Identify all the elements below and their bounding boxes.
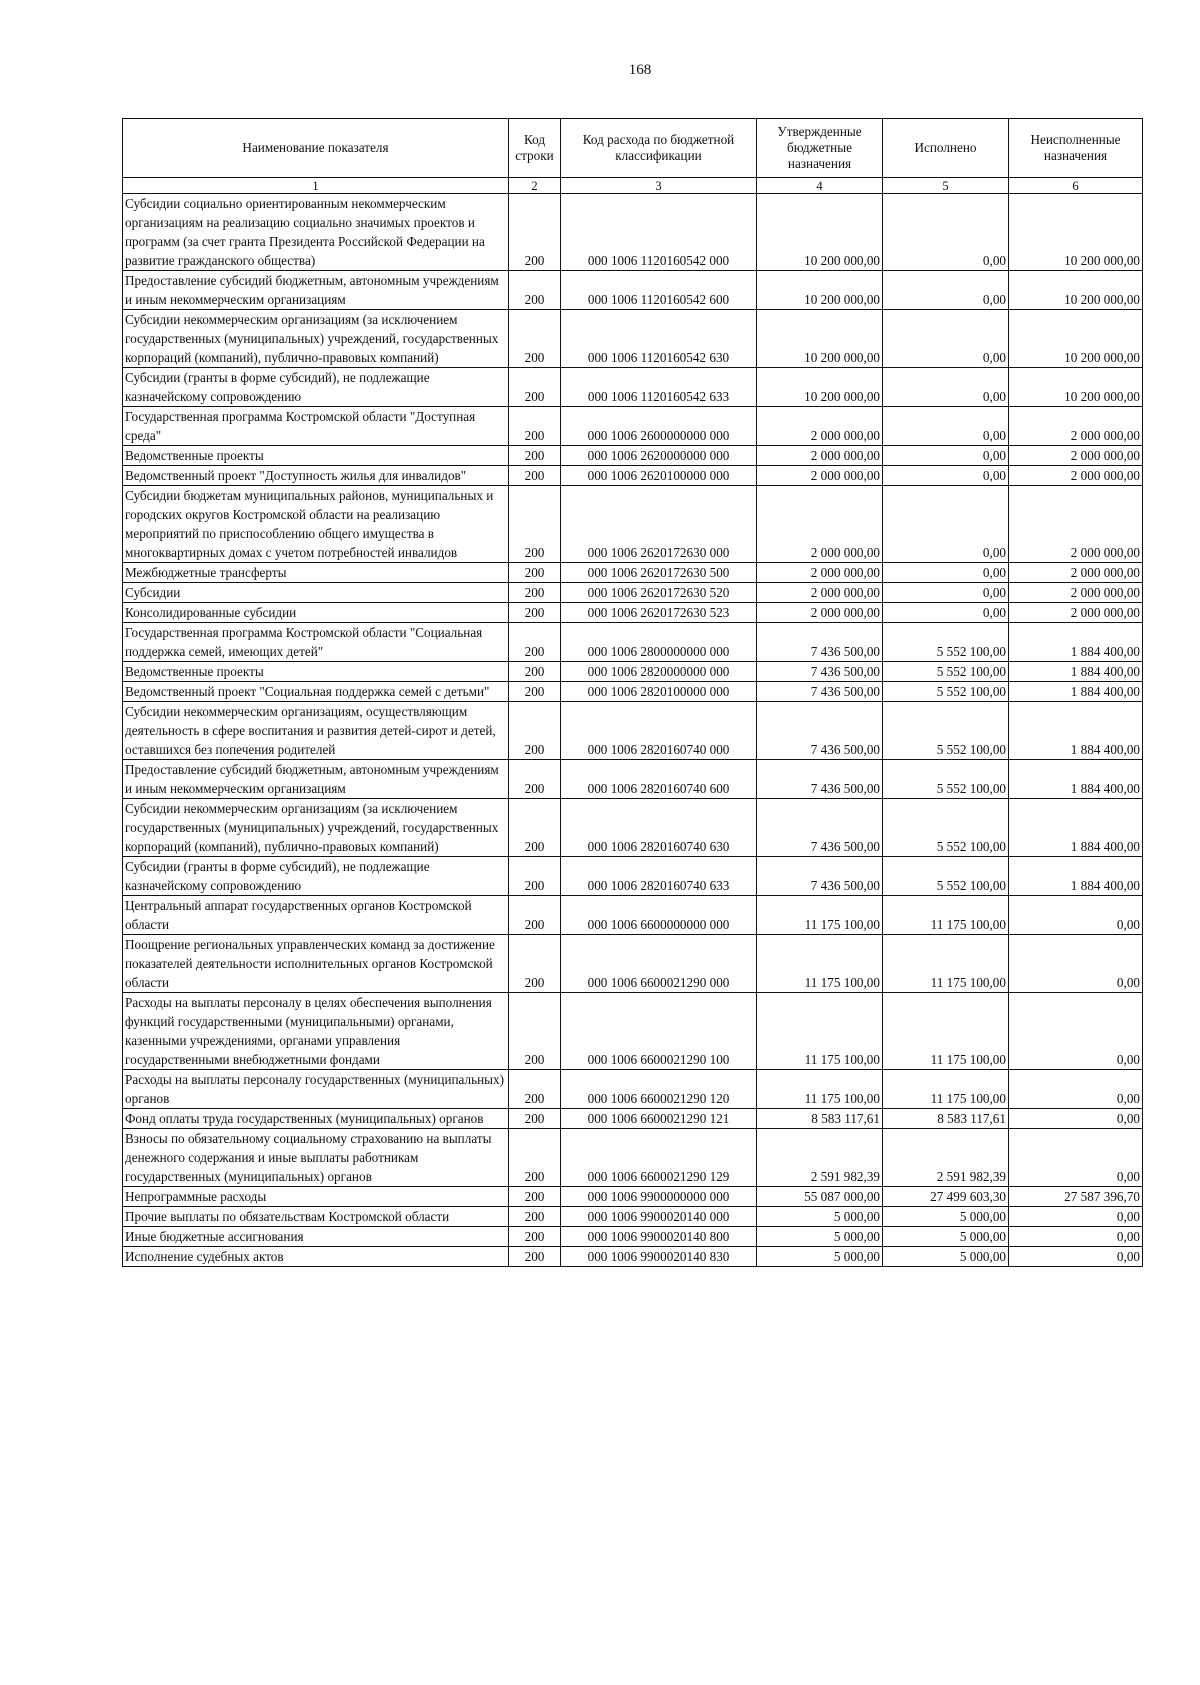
row-line-code-cell: 200 xyxy=(509,935,561,993)
row-approved-cell: 2 000 000,00 xyxy=(757,603,883,623)
row-unexecuted-cell: 2 000 000,00 xyxy=(1009,486,1143,563)
row-approved-cell: 8 583 117,61 xyxy=(757,1109,883,1129)
table-row xyxy=(123,368,1143,407)
row-line-code-cell: 200 xyxy=(509,1070,561,1109)
row-executed-cell: 11 175 100,00 xyxy=(883,896,1009,935)
column-number: 3 xyxy=(561,178,757,194)
row-budget-code-cell: 000 1006 1120160542 600 xyxy=(561,271,757,310)
row-name-cell: Расходы на выплаты персоналу государственных (муниципальных) органов xyxy=(123,1070,509,1109)
row-approved-cell: 7 436 500,00 xyxy=(757,702,883,760)
row-approved-cell: 10 200 000,00 xyxy=(757,194,883,271)
row-approved-cell: 10 200 000,00 xyxy=(757,310,883,368)
row-approved-cell: 5 000,00 xyxy=(757,1247,883,1267)
row-unexecuted-cell: 0,00 xyxy=(1009,1207,1143,1227)
row-executed-cell: 0,00 xyxy=(883,368,1009,407)
row-executed-cell: 5 552 100,00 xyxy=(883,623,1009,662)
row-unexecuted-cell: 1 884 400,00 xyxy=(1009,857,1143,896)
column-header-name: Наименование показателя xyxy=(123,119,509,178)
table-row xyxy=(123,563,1143,583)
row-budget-code-cell: 000 1006 2620000000 000 xyxy=(561,446,757,466)
row-unexecuted-cell: 0,00 xyxy=(1009,1129,1143,1187)
row-budget-code-cell: 000 1006 6600000000 000 xyxy=(561,896,757,935)
row-unexecuted-cell: 10 200 000,00 xyxy=(1009,194,1143,271)
row-line-code-cell: 200 xyxy=(509,896,561,935)
row-line-code-cell: 200 xyxy=(509,662,561,682)
row-unexecuted-cell: 0,00 xyxy=(1009,1227,1143,1247)
table-row xyxy=(123,682,1143,702)
row-executed-cell: 0,00 xyxy=(883,563,1009,583)
row-executed-cell: 0,00 xyxy=(883,407,1009,446)
row-unexecuted-cell: 0,00 xyxy=(1009,1070,1143,1109)
row-approved-cell: 2 591 982,39 xyxy=(757,1129,883,1187)
row-line-code-cell: 200 xyxy=(509,194,561,271)
row-approved-cell: 11 175 100,00 xyxy=(757,935,883,993)
row-unexecuted-cell: 1 884 400,00 xyxy=(1009,760,1143,799)
row-executed-cell: 8 583 117,61 xyxy=(883,1109,1009,1129)
row-budget-code-cell: 000 1006 6600021290 100 xyxy=(561,993,757,1070)
table-header-row xyxy=(123,119,1143,178)
row-approved-cell: 11 175 100,00 xyxy=(757,896,883,935)
column-number: 1 xyxy=(123,178,509,194)
row-approved-cell: 7 436 500,00 xyxy=(757,623,883,662)
row-name-cell: Расходы на выплаты персоналу в целях обеспечения выполнения функций государственными (муниципальными) органами, казенными учреждениями, органами управления государственными внебюджетными фондами xyxy=(123,993,509,1070)
column-header-line-code: Код строки xyxy=(509,119,561,178)
row-budget-code-cell: 000 1006 2820160740 633 xyxy=(561,857,757,896)
row-line-code-cell: 200 xyxy=(509,1109,561,1129)
page-number: 168 xyxy=(628,62,652,78)
row-line-code-cell: 200 xyxy=(509,446,561,466)
row-budget-code-cell: 000 1006 2820000000 000 xyxy=(561,662,757,682)
table-row xyxy=(123,662,1143,682)
table-row xyxy=(123,310,1143,368)
row-budget-code-cell: 000 1006 2800000000 000 xyxy=(561,623,757,662)
row-budget-code-cell: 000 1006 2620172630 520 xyxy=(561,583,757,603)
row-budget-code-cell: 000 1006 6600021290 000 xyxy=(561,935,757,993)
row-budget-code-cell: 000 1006 2620172630 000 xyxy=(561,486,757,563)
row-line-code-cell: 200 xyxy=(509,993,561,1070)
row-unexecuted-cell: 0,00 xyxy=(1009,993,1143,1070)
table-row xyxy=(123,799,1143,857)
row-unexecuted-cell: 10 200 000,00 xyxy=(1009,271,1143,310)
row-unexecuted-cell: 0,00 xyxy=(1009,896,1143,935)
row-line-code-cell: 200 xyxy=(509,466,561,486)
row-budget-code-cell: 000 1006 1120160542 633 xyxy=(561,368,757,407)
row-approved-cell: 10 200 000,00 xyxy=(757,368,883,407)
row-unexecuted-cell: 0,00 xyxy=(1009,1109,1143,1129)
row-name-cell: Субсидии некоммерческим организациям (за исключением государственных (муниципальных) учреждений, государственных корпораций (компаний), публично-правовых компаний) xyxy=(123,310,509,368)
row-approved-cell: 2 000 000,00 xyxy=(757,466,883,486)
table-row xyxy=(123,760,1143,799)
row-name-cell: Ведомственный проект "Социальная поддержка семей с детьми" xyxy=(123,682,509,702)
row-approved-cell: 7 436 500,00 xyxy=(757,662,883,682)
row-line-code-cell: 200 xyxy=(509,271,561,310)
row-name-cell: Центральный аппарат государственных органов Костромской области xyxy=(123,896,509,935)
row-approved-cell: 2 000 000,00 xyxy=(757,407,883,446)
row-name-cell: Государственная программа Костромской области "Социальная поддержка семей, имеющих детей" xyxy=(123,623,509,662)
table-row xyxy=(123,1070,1143,1109)
row-executed-cell: 0,00 xyxy=(883,486,1009,563)
row-unexecuted-cell: 2 000 000,00 xyxy=(1009,466,1143,486)
row-executed-cell: 5 000,00 xyxy=(883,1227,1009,1247)
row-approved-cell: 2 000 000,00 xyxy=(757,583,883,603)
row-name-cell: Субсидии (гранты в форме субсидий), не подлежащие казначейскому сопровождению xyxy=(123,857,509,896)
row-unexecuted-cell: 2 000 000,00 xyxy=(1009,603,1143,623)
row-unexecuted-cell: 10 200 000,00 xyxy=(1009,368,1143,407)
row-unexecuted-cell: 1 884 400,00 xyxy=(1009,682,1143,702)
column-number: 5 xyxy=(883,178,1009,194)
row-line-code-cell: 200 xyxy=(509,702,561,760)
row-name-cell: Фонд оплаты труда государственных (муниципальных) органов xyxy=(123,1109,509,1129)
table-row xyxy=(123,466,1143,486)
row-name-cell: Субсидии некоммерческим организациям, осуществляющим деятельность в сфере воспитания и развития детей-сирот и детей, оставшихся без попечения родителей xyxy=(123,702,509,760)
row-name-cell: Иные бюджетные ассигнования xyxy=(123,1227,509,1247)
row-line-code-cell: 200 xyxy=(509,1247,561,1267)
row-line-code-cell: 200 xyxy=(509,407,561,446)
column-number-row xyxy=(123,178,1143,194)
row-executed-cell: 0,00 xyxy=(883,603,1009,623)
row-budget-code-cell: 000 1006 6600021290 129 xyxy=(561,1129,757,1187)
row-executed-cell: 11 175 100,00 xyxy=(883,1070,1009,1109)
row-name-cell: Субсидии xyxy=(123,583,509,603)
row-budget-code-cell: 000 1006 6600021290 120 xyxy=(561,1070,757,1109)
row-unexecuted-cell: 2 000 000,00 xyxy=(1009,407,1143,446)
row-name-cell: Ведомственные проекты xyxy=(123,662,509,682)
row-executed-cell: 5 552 100,00 xyxy=(883,682,1009,702)
row-line-code-cell: 200 xyxy=(509,486,561,563)
row-unexecuted-cell: 1 884 400,00 xyxy=(1009,799,1143,857)
row-executed-cell: 11 175 100,00 xyxy=(883,993,1009,1070)
row-executed-cell: 5 552 100,00 xyxy=(883,662,1009,682)
row-line-code-cell: 200 xyxy=(509,603,561,623)
row-name-cell: Поощрение региональных управленческих команд за достижение показателей деятельности исполнительных органов Костромской области xyxy=(123,935,509,993)
row-budget-code-cell: 000 1006 2820160740 000 xyxy=(561,702,757,760)
row-executed-cell: 5 000,00 xyxy=(883,1207,1009,1227)
row-executed-cell: 5 552 100,00 xyxy=(883,702,1009,760)
column-header-unexecuted: Неисполненные назначения xyxy=(1009,119,1143,178)
row-approved-cell: 7 436 500,00 xyxy=(757,857,883,896)
row-name-cell: Прочие выплаты по обязательствам Костромской области xyxy=(123,1207,509,1227)
column-header-budget-code: Код расхода по бюджетной классификации xyxy=(561,119,757,178)
row-name-cell: Субсидии (гранты в форме субсидий), не подлежащие казначейскому сопровождению xyxy=(123,368,509,407)
row-line-code-cell: 200 xyxy=(509,1227,561,1247)
row-unexecuted-cell: 27 587 396,70 xyxy=(1009,1187,1143,1207)
table-row xyxy=(123,1227,1143,1247)
row-budget-code-cell: 000 1006 1120160542 000 xyxy=(561,194,757,271)
row-approved-cell: 11 175 100,00 xyxy=(757,1070,883,1109)
table-body xyxy=(123,194,1143,1267)
row-budget-code-cell: 000 1006 2600000000 000 xyxy=(561,407,757,446)
row-approved-cell: 2 000 000,00 xyxy=(757,446,883,466)
row-unexecuted-cell: 1 884 400,00 xyxy=(1009,662,1143,682)
row-unexecuted-cell: 2 000 000,00 xyxy=(1009,583,1143,603)
row-line-code-cell: 200 xyxy=(509,1207,561,1227)
row-unexecuted-cell: 10 200 000,00 xyxy=(1009,310,1143,368)
row-executed-cell: 5 000,00 xyxy=(883,1247,1009,1267)
row-approved-cell: 7 436 500,00 xyxy=(757,799,883,857)
row-budget-code-cell: 000 1006 2820100000 000 xyxy=(561,682,757,702)
row-budget-code-cell: 000 1006 2820160740 600 xyxy=(561,760,757,799)
row-approved-cell: 7 436 500,00 xyxy=(757,682,883,702)
row-unexecuted-cell: 2 000 000,00 xyxy=(1009,446,1143,466)
row-name-cell: Субсидии некоммерческим организациям (за исключением государственных (муниципальных) учреждений, государственных корпораций (компаний), публично-правовых компаний) xyxy=(123,799,509,857)
table-row xyxy=(123,271,1143,310)
table-row xyxy=(123,993,1143,1070)
row-name-cell: Субсидии бюджетам муниципальных районов, муниципальных и городских округов Костромской области на реализацию мероприятий по приспособлению общего имущества в многоквартирных домах с учетом потребностей инвалидов xyxy=(123,486,509,563)
row-line-code-cell: 200 xyxy=(509,623,561,662)
row-name-cell: Исполнение судебных актов xyxy=(123,1247,509,1267)
table-row xyxy=(123,1247,1143,1267)
row-executed-cell: 0,00 xyxy=(883,271,1009,310)
table-row xyxy=(123,407,1143,446)
row-unexecuted-cell: 1 884 400,00 xyxy=(1009,623,1143,662)
row-name-cell: Предоставление субсидий бюджетным, автономным учреждениям и иным некоммерческим организациям xyxy=(123,760,509,799)
row-line-code-cell: 200 xyxy=(509,368,561,407)
table-row xyxy=(123,486,1143,563)
row-name-cell: Межбюджетные трансферты xyxy=(123,563,509,583)
row-budget-code-cell: 000 1006 9900000000 000 xyxy=(561,1187,757,1207)
table-row xyxy=(123,194,1143,271)
column-header-executed: Исполнено xyxy=(883,119,1009,178)
row-unexecuted-cell: 0,00 xyxy=(1009,1247,1143,1267)
table-row xyxy=(123,603,1143,623)
table-row xyxy=(123,446,1143,466)
row-executed-cell: 5 552 100,00 xyxy=(883,857,1009,896)
row-approved-cell: 7 436 500,00 xyxy=(757,760,883,799)
row-line-code-cell: 200 xyxy=(509,1129,561,1187)
row-budget-code-cell: 000 1006 2620172630 523 xyxy=(561,603,757,623)
row-line-code-cell: 200 xyxy=(509,682,561,702)
row-budget-code-cell: 000 1006 2820160740 630 xyxy=(561,799,757,857)
table-row xyxy=(123,583,1143,603)
table-row xyxy=(123,1187,1143,1207)
row-approved-cell: 5 000,00 xyxy=(757,1207,883,1227)
row-executed-cell: 0,00 xyxy=(883,466,1009,486)
row-budget-code-cell: 000 1006 1120160542 630 xyxy=(561,310,757,368)
column-number: 2 xyxy=(509,178,561,194)
column-number: 6 xyxy=(1009,178,1143,194)
row-executed-cell: 5 552 100,00 xyxy=(883,760,1009,799)
row-approved-cell: 55 087 000,00 xyxy=(757,1187,883,1207)
row-line-code-cell: 200 xyxy=(509,310,561,368)
row-executed-cell: 0,00 xyxy=(883,310,1009,368)
row-executed-cell: 0,00 xyxy=(883,446,1009,466)
row-executed-cell: 0,00 xyxy=(883,194,1009,271)
row-budget-code-cell: 000 1006 2620172630 500 xyxy=(561,563,757,583)
table-row xyxy=(123,1129,1143,1187)
row-approved-cell: 10 200 000,00 xyxy=(757,271,883,310)
row-executed-cell: 27 499 603,30 xyxy=(883,1187,1009,1207)
row-approved-cell: 2 000 000,00 xyxy=(757,486,883,563)
row-name-cell: Государственная программа Костромской области "Доступная среда" xyxy=(123,407,509,446)
row-line-code-cell: 200 xyxy=(509,563,561,583)
row-name-cell: Ведомственный проект "Доступность жилья для инвалидов" xyxy=(123,466,509,486)
table-row xyxy=(123,1109,1143,1129)
row-line-code-cell: 200 xyxy=(509,1187,561,1207)
row-name-cell: Консолидированные субсидии xyxy=(123,603,509,623)
row-budget-code-cell: 000 1006 6600021290 121 xyxy=(561,1109,757,1129)
row-line-code-cell: 200 xyxy=(509,760,561,799)
row-budget-code-cell: 000 1006 9900020140 800 xyxy=(561,1227,757,1247)
row-name-cell: Субсидии социально ориентированным некоммерческим организациям на реализацию социально значимых проектов и программ (за счет гранта Президента Российской Федерации на развитие гражданского общества) xyxy=(123,194,509,271)
table-row xyxy=(123,1207,1143,1227)
row-budget-code-cell: 000 1006 2620100000 000 xyxy=(561,466,757,486)
row-unexecuted-cell: 0,00 xyxy=(1009,935,1143,993)
column-number: 4 xyxy=(757,178,883,194)
budget-execution-table xyxy=(122,118,1143,1267)
row-approved-cell: 2 000 000,00 xyxy=(757,563,883,583)
row-budget-code-cell: 000 1006 9900020140 000 xyxy=(561,1207,757,1227)
row-executed-cell: 0,00 xyxy=(883,583,1009,603)
row-budget-code-cell: 000 1006 9900020140 830 xyxy=(561,1247,757,1267)
row-name-cell: Взносы по обязательному социальному страхованию на выплаты денежного содержания и иные выплаты работникам государственных (муниципальных) органов xyxy=(123,1129,509,1187)
row-approved-cell: 5 000,00 xyxy=(757,1227,883,1247)
column-header-approved: Утвержденные бюджетные назначения xyxy=(757,119,883,178)
table-row xyxy=(123,896,1143,935)
row-name-cell: Предоставление субсидий бюджетным, автономным учреждениям и иным некоммерческим организациям xyxy=(123,271,509,310)
row-approved-cell: 11 175 100,00 xyxy=(757,993,883,1070)
row-name-cell: Ведомственные проекты xyxy=(123,446,509,466)
row-executed-cell: 2 591 982,39 xyxy=(883,1129,1009,1187)
row-line-code-cell: 200 xyxy=(509,583,561,603)
row-executed-cell: 11 175 100,00 xyxy=(883,935,1009,993)
row-line-code-cell: 200 xyxy=(509,857,561,896)
row-name-cell: Непрограммные расходы xyxy=(123,1187,509,1207)
table-row xyxy=(123,935,1143,993)
row-unexecuted-cell: 1 884 400,00 xyxy=(1009,702,1143,760)
row-executed-cell: 5 552 100,00 xyxy=(883,799,1009,857)
row-unexecuted-cell: 2 000 000,00 xyxy=(1009,563,1143,583)
table-row xyxy=(123,857,1143,896)
table-row xyxy=(123,702,1143,760)
row-line-code-cell: 200 xyxy=(509,799,561,857)
table-row xyxy=(123,623,1143,662)
